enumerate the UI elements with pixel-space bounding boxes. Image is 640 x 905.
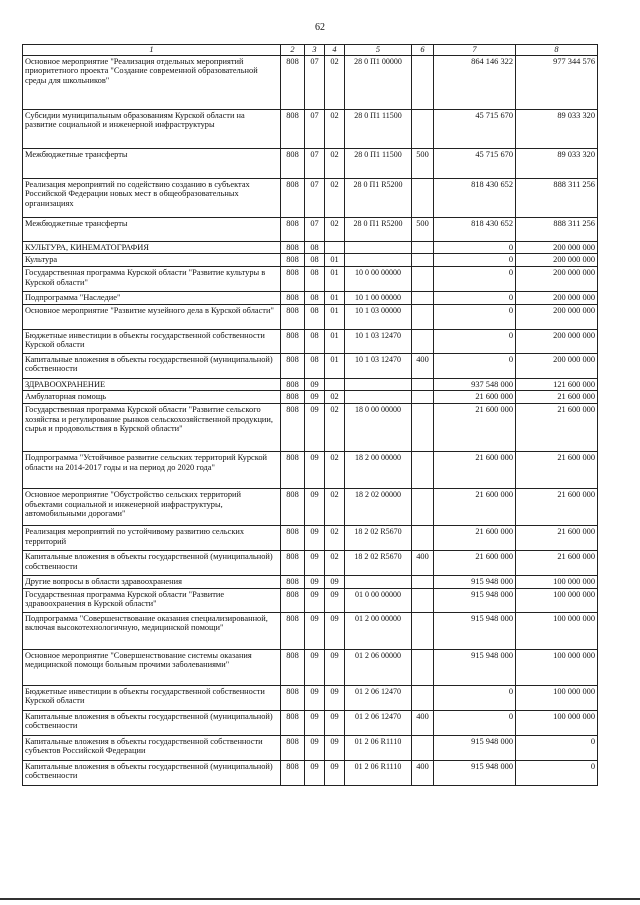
row-amount-year-1: 45 715 670	[434, 109, 516, 148]
row-section-code: 09	[305, 710, 325, 735]
row-target-article: 10 1 03 12470	[345, 353, 412, 378]
row-subsection-code: 02	[325, 217, 345, 241]
row-section-code: 09	[305, 488, 325, 525]
row-expense-type	[412, 378, 434, 391]
row-amount-year-1: 0	[434, 254, 516, 267]
row-section-code: 09	[305, 403, 325, 451]
row-target-article: 18 2 02 00000	[345, 488, 412, 525]
table-row	[23, 525, 598, 550]
row-amount-year-2: 200 000 000	[516, 353, 598, 378]
row-target-article: 01 0 00 00000	[345, 588, 412, 612]
row-section-code: 08	[305, 304, 325, 329]
row-expense-type	[412, 266, 434, 291]
row-ministry-code: 808	[281, 241, 305, 254]
table-row	[23, 329, 598, 353]
row-section-code: 08	[305, 254, 325, 267]
column-number-8: 8	[516, 45, 598, 56]
row-amount-year-2: 100 000 000	[516, 575, 598, 588]
row-amount-year-1: 0	[434, 266, 516, 291]
row-amount-year-1: 0	[434, 353, 516, 378]
row-subsection-code: 02	[325, 148, 345, 178]
row-amount-year-2: 200 000 000	[516, 266, 598, 291]
row-target-article: 28 0 П1 00000	[345, 55, 412, 109]
row-name: Реализация мероприятий по содействию созданию в субъектах Российской Федерации новых мест в общеобразовательных организациях	[23, 178, 281, 217]
row-amount-year-2: 21 600 000	[516, 525, 598, 550]
table-row	[23, 304, 598, 329]
column-number-6: 6	[412, 45, 434, 56]
table-row	[23, 685, 598, 710]
row-name: Основное мероприятие "Совершенствование системы оказания медицинской помощи больным прочими заболеваниями"	[23, 649, 281, 685]
row-target-article: 01 2 06 R1110	[345, 760, 412, 785]
row-target-article: 18 0 00 00000	[345, 403, 412, 451]
page-number: 62	[315, 22, 325, 33]
row-amount-year-1: 21 600 000	[434, 488, 516, 525]
row-subsection-code: 01	[325, 304, 345, 329]
row-subsection-code: 09	[325, 575, 345, 588]
column-number-3: 3	[305, 45, 325, 56]
row-expense-type	[412, 451, 434, 488]
row-amount-year-2: 200 000 000	[516, 329, 598, 353]
row-ministry-code: 808	[281, 217, 305, 241]
row-amount-year-1: 915 948 000	[434, 612, 516, 649]
row-amount-year-2: 100 000 000	[516, 649, 598, 685]
row-ministry-code: 808	[281, 254, 305, 267]
row-section-code: 09	[305, 391, 325, 404]
row-amount-year-2: 977 344 576	[516, 55, 598, 109]
row-ministry-code: 808	[281, 391, 305, 404]
row-expense-type	[412, 575, 434, 588]
table-row	[23, 391, 598, 404]
row-expense-type: 400	[412, 710, 434, 735]
row-name: Капитальные вложения в объекты государственной собственности субъектов Российской Федерации	[23, 735, 281, 760]
table-row	[23, 241, 598, 254]
row-subsection-code: 09	[325, 710, 345, 735]
row-name: Основное мероприятие "Развитие музейного дела в Курской области"	[23, 304, 281, 329]
row-amount-year-1: 45 715 670	[434, 148, 516, 178]
row-subsection-code: 02	[325, 55, 345, 109]
row-target-article: 18 2 02 R5670	[345, 550, 412, 575]
row-expense-type	[412, 55, 434, 109]
row-name: Межбюджетные трансферты	[23, 217, 281, 241]
row-section-code: 09	[305, 760, 325, 785]
row-amount-year-1: 0	[434, 241, 516, 254]
row-target-article: 01 2 06 12470	[345, 685, 412, 710]
row-subsection-code: 09	[325, 612, 345, 649]
row-ministry-code: 808	[281, 710, 305, 735]
row-ministry-code: 808	[281, 685, 305, 710]
row-name: КУЛЬТУРА, КИНЕМАТОГРАФИЯ	[23, 241, 281, 254]
table-row	[23, 488, 598, 525]
row-name: ЗДРАВООХРАНЕНИЕ	[23, 378, 281, 391]
row-section-code: 08	[305, 241, 325, 254]
row-expense-type	[412, 525, 434, 550]
row-target-article: 01 2 00 00000	[345, 612, 412, 649]
table-row	[23, 550, 598, 575]
column-number-4: 4	[325, 45, 345, 56]
row-section-code: 09	[305, 735, 325, 760]
row-ministry-code: 808	[281, 403, 305, 451]
row-subsection-code: 01	[325, 254, 345, 267]
table-row	[23, 649, 598, 685]
row-amount-year-1: 915 948 000	[434, 649, 516, 685]
row-name: Основное мероприятие "Обустройство сельских территорий объектами социальной и инженерной инфраструктуры, автомобильными дорогами"	[23, 488, 281, 525]
row-ministry-code: 808	[281, 735, 305, 760]
row-target-article: 28 0 П1 11500	[345, 109, 412, 148]
row-amount-year-2: 21 600 000	[516, 403, 598, 451]
row-section-code: 09	[305, 612, 325, 649]
row-subsection-code: 02	[325, 525, 345, 550]
budget-table	[22, 44, 598, 786]
table-body	[23, 55, 598, 785]
row-expense-type	[412, 649, 434, 685]
row-ministry-code: 808	[281, 266, 305, 291]
row-expense-type	[412, 178, 434, 217]
row-ministry-code: 808	[281, 291, 305, 304]
table-row	[23, 403, 598, 451]
row-expense-type	[412, 391, 434, 404]
table-row	[23, 291, 598, 304]
row-subsection-code: 09	[325, 685, 345, 710]
row-ministry-code: 808	[281, 304, 305, 329]
row-amount-year-1: 0	[434, 329, 516, 353]
row-name: Реализация мероприятий по устойчивому развитию сельских территорий	[23, 525, 281, 550]
row-subsection-code: 02	[325, 488, 345, 525]
row-amount-year-2: 200 000 000	[516, 241, 598, 254]
row-name: Капитальные вложения в объекты государственной (муниципальной) собственности	[23, 353, 281, 378]
row-section-code: 08	[305, 353, 325, 378]
row-section-code: 09	[305, 685, 325, 710]
row-amount-year-1: 21 600 000	[434, 525, 516, 550]
row-name: Бюджетные инвестиции в объекты государственной собственности Курской области	[23, 685, 281, 710]
row-section-code: 09	[305, 649, 325, 685]
row-amount-year-1: 0	[434, 291, 516, 304]
row-target-article	[345, 575, 412, 588]
row-ministry-code: 808	[281, 612, 305, 649]
row-expense-type	[412, 588, 434, 612]
table-row	[23, 109, 598, 148]
row-amount-year-1: 21 600 000	[434, 403, 516, 451]
row-ministry-code: 808	[281, 109, 305, 148]
table-row	[23, 735, 598, 760]
row-amount-year-1: 915 948 000	[434, 588, 516, 612]
row-name: Подпрограмма "Совершенствование оказания специализированной, включая высокотехнологичную, медицинской помощи"	[23, 612, 281, 649]
row-name: Государственная программа Курской области "Развитие здравоохранения в Курской области"	[23, 588, 281, 612]
row-expense-type	[412, 403, 434, 451]
row-section-code: 08	[305, 266, 325, 291]
row-target-article: 10 0 00 00000	[345, 266, 412, 291]
row-amount-year-2: 21 600 000	[516, 550, 598, 575]
table-row	[23, 575, 598, 588]
row-amount-year-1: 937 548 000	[434, 378, 516, 391]
row-expense-type	[412, 685, 434, 710]
row-name: Культура	[23, 254, 281, 267]
row-name: Капитальные вложения в объекты государственной (муниципальной) собственности	[23, 760, 281, 785]
row-subsection-code: 02	[325, 391, 345, 404]
row-target-article: 01 2 06 R1110	[345, 735, 412, 760]
row-expense-type	[412, 735, 434, 760]
row-section-code: 08	[305, 329, 325, 353]
row-target-article: 28 0 П1 11500	[345, 148, 412, 178]
row-target-article	[345, 241, 412, 254]
row-ministry-code: 808	[281, 329, 305, 353]
row-expense-type: 400	[412, 760, 434, 785]
row-name: Капитальные вложения в объекты государственной (муниципальной) собственности	[23, 710, 281, 735]
row-subsection-code	[325, 241, 345, 254]
row-amount-year-2: 888 311 256	[516, 178, 598, 217]
table-row	[23, 588, 598, 612]
table-row	[23, 266, 598, 291]
row-section-code: 07	[305, 148, 325, 178]
bottom-rule	[0, 898, 640, 900]
row-subsection-code	[325, 378, 345, 391]
row-amount-year-1: 915 948 000	[434, 760, 516, 785]
row-name: Основное мероприятие "Реализация отдельных мероприятий приоритетного проекта "Создание современной образовательной среды для школьников"	[23, 55, 281, 109]
row-name: Бюджетные инвестиции в объекты государственной собственности Курской области	[23, 329, 281, 353]
row-name: Другие вопросы в области здравоохранения	[23, 575, 281, 588]
row-expense-type	[412, 254, 434, 267]
row-target-article	[345, 378, 412, 391]
row-subsection-code: 09	[325, 649, 345, 685]
row-amount-year-1: 0	[434, 304, 516, 329]
row-subsection-code: 02	[325, 178, 345, 217]
row-amount-year-2: 89 033 320	[516, 109, 598, 148]
column-number-2: 2	[281, 45, 305, 56]
row-amount-year-1: 915 948 000	[434, 575, 516, 588]
row-target-article: 01 2 06 00000	[345, 649, 412, 685]
row-name: Капитальные вложения в объекты государственной (муниципальной) собственности	[23, 550, 281, 575]
row-expense-type	[412, 291, 434, 304]
row-subsection-code: 02	[325, 403, 345, 451]
row-expense-type: 400	[412, 550, 434, 575]
row-expense-type	[412, 241, 434, 254]
row-amount-year-1: 0	[434, 710, 516, 735]
table-row	[23, 178, 598, 217]
row-amount-year-2: 100 000 000	[516, 710, 598, 735]
row-target-article: 28 0 П1 R5200	[345, 178, 412, 217]
row-target-article: 10 1 03 00000	[345, 304, 412, 329]
row-section-code: 09	[305, 525, 325, 550]
row-amount-year-2: 100 000 000	[516, 588, 598, 612]
column-number-1: 1	[23, 45, 281, 56]
row-subsection-code: 02	[325, 550, 345, 575]
row-amount-year-2: 21 600 000	[516, 488, 598, 525]
row-ministry-code: 808	[281, 575, 305, 588]
table-row	[23, 760, 598, 785]
table-row	[23, 451, 598, 488]
row-ministry-code: 808	[281, 378, 305, 391]
row-expense-type	[412, 329, 434, 353]
table-row	[23, 612, 598, 649]
row-ministry-code: 808	[281, 760, 305, 785]
row-section-code: 09	[305, 575, 325, 588]
row-section-code: 07	[305, 178, 325, 217]
column-number-row	[23, 45, 598, 56]
row-expense-type	[412, 488, 434, 525]
row-amount-year-1: 21 600 000	[434, 391, 516, 404]
row-subsection-code: 01	[325, 329, 345, 353]
row-amount-year-2: 0	[516, 760, 598, 785]
row-section-code: 09	[305, 550, 325, 575]
row-ministry-code: 808	[281, 550, 305, 575]
row-amount-year-2: 200 000 000	[516, 254, 598, 267]
row-subsection-code: 09	[325, 760, 345, 785]
table-row	[23, 710, 598, 735]
table-row	[23, 55, 598, 109]
row-amount-year-2: 200 000 000	[516, 291, 598, 304]
row-section-code: 07	[305, 217, 325, 241]
row-amount-year-1: 915 948 000	[434, 735, 516, 760]
row-target-article: 18 2 02 R5670	[345, 525, 412, 550]
row-amount-year-2: 21 600 000	[516, 391, 598, 404]
column-number-7: 7	[434, 45, 516, 56]
row-amount-year-2: 100 000 000	[516, 612, 598, 649]
row-expense-type: 500	[412, 148, 434, 178]
row-amount-year-2: 200 000 000	[516, 304, 598, 329]
row-section-code: 07	[305, 55, 325, 109]
row-target-article: 18 2 00 00000	[345, 451, 412, 488]
row-amount-year-1: 818 430 652	[434, 217, 516, 241]
row-expense-type	[412, 612, 434, 649]
row-name: Амбулаторная помощь	[23, 391, 281, 404]
row-subsection-code: 01	[325, 353, 345, 378]
row-amount-year-1: 0	[434, 685, 516, 710]
row-expense-type	[412, 304, 434, 329]
row-amount-year-1: 818 430 652	[434, 178, 516, 217]
row-subsection-code: 01	[325, 266, 345, 291]
row-subsection-code: 02	[325, 451, 345, 488]
table-row	[23, 148, 598, 178]
row-ministry-code: 808	[281, 588, 305, 612]
row-ministry-code: 808	[281, 488, 305, 525]
row-ministry-code: 808	[281, 649, 305, 685]
row-name: Подпрограмма "Устойчивое развитие сельских территорий Курской области на 2014-2017 годы и на период до 2020 года"	[23, 451, 281, 488]
row-name: Подпрограмма "Наследие"	[23, 291, 281, 304]
table-row	[23, 378, 598, 391]
table-row	[23, 254, 598, 267]
row-subsection-code: 01	[325, 291, 345, 304]
row-section-code: 09	[305, 378, 325, 391]
row-target-article: 10 1 03 12470	[345, 329, 412, 353]
row-subsection-code: 09	[325, 588, 345, 612]
row-ministry-code: 808	[281, 451, 305, 488]
row-target-article	[345, 254, 412, 267]
row-amount-year-2: 100 000 000	[516, 685, 598, 710]
row-section-code: 09	[305, 451, 325, 488]
row-target-article: 28 0 П1 R5200	[345, 217, 412, 241]
row-amount-year-2: 21 600 000	[516, 451, 598, 488]
row-ministry-code: 808	[281, 148, 305, 178]
row-ministry-code: 808	[281, 353, 305, 378]
row-amount-year-2: 0	[516, 735, 598, 760]
row-expense-type: 500	[412, 217, 434, 241]
row-amount-year-2: 888 311 256	[516, 217, 598, 241]
row-amount-year-1: 864 146 322	[434, 55, 516, 109]
row-target-article: 01 2 06 12470	[345, 710, 412, 735]
row-expense-type	[412, 109, 434, 148]
row-name: Государственная программа Курской области "Развитие культуры в Курской области"	[23, 266, 281, 291]
row-subsection-code: 02	[325, 109, 345, 148]
row-section-code: 09	[305, 588, 325, 612]
row-amount-year-1: 21 600 000	[434, 451, 516, 488]
row-section-code: 08	[305, 291, 325, 304]
row-name: Государственная программа Курской области "Развитие сельского хозяйства и регулирование рынков сельскохозяйственной продукции, сырья и продовольствия в Курской области"	[23, 403, 281, 451]
row-expense-type: 400	[412, 353, 434, 378]
row-name: Субсидии муниципальным образованиям Курской области на развитие социальной и инженерной инфраструктуры	[23, 109, 281, 148]
row-ministry-code: 808	[281, 178, 305, 217]
row-target-article	[345, 391, 412, 404]
table-row	[23, 353, 598, 378]
row-amount-year-2: 89 033 320	[516, 148, 598, 178]
row-amount-year-2: 121 600 000	[516, 378, 598, 391]
row-name: Межбюджетные трансферты	[23, 148, 281, 178]
table-row	[23, 217, 598, 241]
row-target-article: 10 1 00 00000	[345, 291, 412, 304]
row-ministry-code: 808	[281, 55, 305, 109]
row-ministry-code: 808	[281, 525, 305, 550]
row-amount-year-1: 21 600 000	[434, 550, 516, 575]
column-number-5: 5	[345, 45, 412, 56]
row-subsection-code: 09	[325, 735, 345, 760]
row-section-code: 07	[305, 109, 325, 148]
